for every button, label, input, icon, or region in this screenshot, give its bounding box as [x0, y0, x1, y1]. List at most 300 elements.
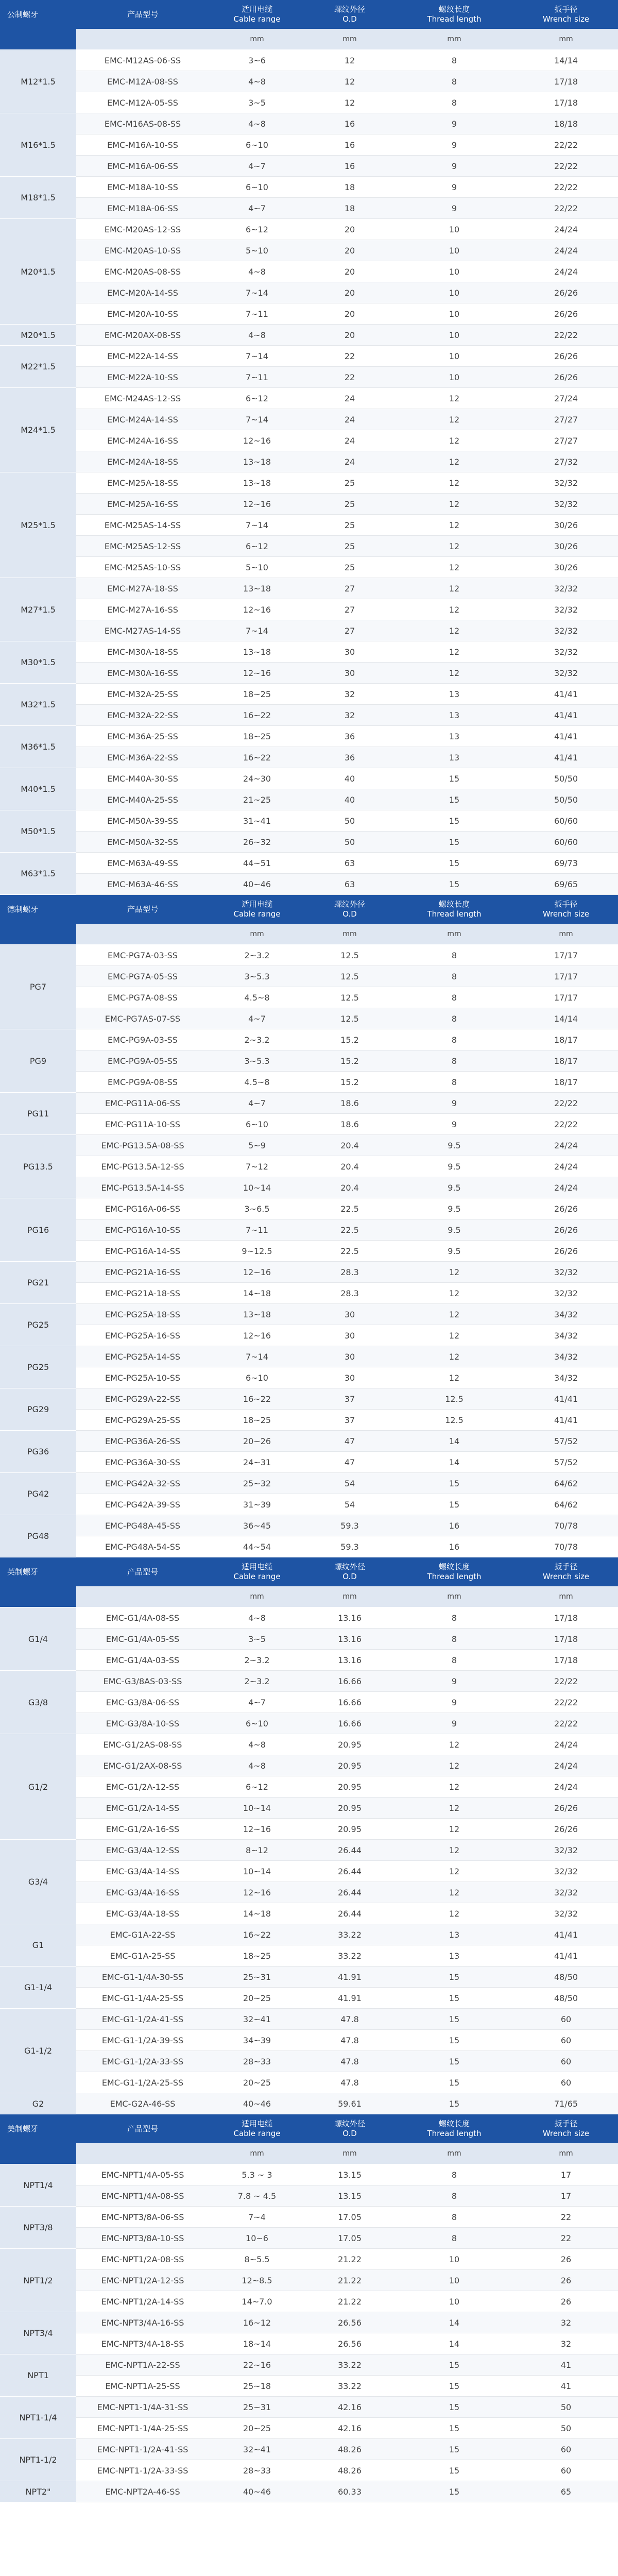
thread-spec-label: NPT1-1/4	[0, 2397, 76, 2439]
cable-range-cell: 6~10	[209, 1713, 305, 1734]
table-row	[0, 346, 618, 367]
thread-spec-label: M20*1.5	[0, 325, 76, 346]
thread-length-cell: 13	[394, 1945, 514, 1967]
wrench-size-cell: 26/26	[514, 303, 618, 325]
wrench-size-cell: 17	[514, 2185, 618, 2207]
wrench-size-cell: 32/32	[514, 663, 618, 684]
table-row	[0, 1219, 618, 1241]
unit-label: mm	[514, 924, 618, 945]
model-cell: EMC-NPT1/2A-08-SS	[76, 2249, 209, 2270]
cable-range-cell: 6~12	[209, 1776, 305, 1798]
thread-spec-label: PG13.5	[0, 1135, 76, 1198]
cable-range-cell: 3~6	[209, 50, 305, 71]
thread-length-cell: 12.5	[394, 1388, 514, 1410]
outer-diameter-cell: 28.3	[305, 1262, 394, 1283]
model-cell: EMC-M30A-18-SS	[76, 641, 209, 663]
table-row	[0, 1515, 618, 1536]
outer-diameter-cell: 47.8	[305, 2009, 394, 2030]
outer-diameter-cell: 63	[305, 874, 394, 895]
spec-table	[0, 2114, 618, 2502]
model-cell: EMC-NPT1/4A-08-SS	[76, 2185, 209, 2207]
model-cell: EMC-G3/8AS-03-SS	[76, 1671, 209, 1692]
thread-length-cell: 12	[394, 536, 514, 557]
model-cell: EMC-M36A-22-SS	[76, 747, 209, 768]
wrench-size-cell: 26	[514, 2249, 618, 2270]
wrench-size-cell: 41/41	[514, 705, 618, 726]
wrench-size-cell: 30/26	[514, 536, 618, 557]
cable-range-cell: 4~7	[209, 156, 305, 177]
thread-spec-label: PG7	[0, 945, 76, 1029]
model-cell: EMC-G1/2AS-08-SS	[76, 1734, 209, 1755]
thread-length-cell: 13	[394, 1924, 514, 1945]
wrench-size-cell: 24/24	[514, 1734, 618, 1755]
model-cell: EMC-M24A-18-SS	[76, 451, 209, 472]
header-wrench-size	[514, 0, 618, 29]
wrench-size-cell: 32/32	[514, 1283, 618, 1304]
thread-length-cell: 12	[394, 578, 514, 599]
thread-length-cell: 9.5	[394, 1156, 514, 1177]
wrench-size-cell: 17/18	[514, 1607, 618, 1629]
header-wrench-size-cn: 扳手径	[554, 5, 578, 14]
wrench-size-cell: 24/24	[514, 1776, 618, 1798]
thread-spec-label: PG9	[0, 1029, 76, 1093]
table-row	[0, 832, 618, 853]
thread-spec-label: M32*1.5	[0, 684, 76, 726]
thread-length-cell: 15	[394, 2354, 514, 2376]
cable-range-cell: 7~11	[209, 1219, 305, 1241]
cable-range-cell: 6~10	[209, 1114, 305, 1135]
cable-range-cell: 13~18	[209, 641, 305, 663]
table-row	[0, 1967, 618, 1988]
model-cell: EMC-M25A-18-SS	[76, 472, 209, 494]
table-row	[0, 2312, 618, 2333]
table-row	[0, 874, 618, 895]
thread-length-cell: 8	[394, 1050, 514, 1072]
table-row	[0, 1776, 618, 1798]
model-cell: EMC-M27A-18-SS	[76, 578, 209, 599]
thread-length-cell: 14	[394, 2312, 514, 2333]
model-cell: EMC-NPT1/4A-05-SS	[76, 2164, 209, 2185]
cable-range-cell: 12~16	[209, 494, 305, 515]
outer-diameter-cell: 16	[305, 113, 394, 134]
wrench-size-cell: 26/26	[514, 1241, 618, 1262]
outer-diameter-cell: 24	[305, 409, 394, 430]
outer-diameter-cell: 20.95	[305, 1734, 394, 1755]
table-row	[0, 2207, 618, 2228]
thread-spec-label: M24*1.5	[0, 388, 76, 472]
table-row	[0, 2354, 618, 2376]
table-row	[0, 2439, 618, 2460]
model-cell: EMC-G1A-22-SS	[76, 1924, 209, 1945]
thread-length-cell: 8	[394, 945, 514, 966]
thread-length-cell: 12	[394, 599, 514, 620]
thread-spec-label: M12*1.5	[0, 50, 76, 113]
header-wrench-size-en: Wrench size	[542, 14, 590, 24]
outer-diameter-cell: 27	[305, 578, 394, 599]
thread-length-cell: 15	[394, 2030, 514, 2051]
wrench-size-cell: 24/24	[514, 1135, 618, 1156]
outer-diameter-cell: 20.95	[305, 1819, 394, 1840]
thread-spec-label: G1-1/4	[0, 1967, 76, 2009]
cable-range-cell: 4.5~8	[209, 987, 305, 1008]
wrench-size-cell: 17	[514, 2164, 618, 2185]
table-row	[0, 2009, 618, 2030]
thread-length-cell: 15	[394, 832, 514, 853]
unit-label: mm	[209, 29, 305, 50]
model-cell: EMC-PG13.5A-08-SS	[76, 1135, 209, 1156]
table-row	[0, 2030, 618, 2051]
wrench-size-cell: 41/41	[514, 1410, 618, 1431]
outer-diameter-cell: 36	[305, 747, 394, 768]
wrench-size-cell: 22	[514, 2207, 618, 2228]
wrench-size-cell: 22	[514, 2228, 618, 2249]
cable-range-cell: 14~7.0	[209, 2291, 305, 2312]
cable-range-cell: 12~16	[209, 1882, 305, 1903]
thread-length-cell: 9	[394, 113, 514, 134]
wrench-size-cell: 22/22	[514, 134, 618, 156]
model-cell: EMC-M30A-16-SS	[76, 663, 209, 684]
model-cell: EMC-PG7A-05-SS	[76, 966, 209, 987]
table-row	[0, 177, 618, 198]
thread-length-cell: 14	[394, 1431, 514, 1452]
outer-diameter-cell: 12.5	[305, 945, 394, 966]
thread-length-cell: 12	[394, 1798, 514, 1819]
cable-range-cell: 25~18	[209, 2376, 305, 2397]
thread-length-cell: 15	[394, 2072, 514, 2093]
cable-range-cell: 7~14	[209, 620, 305, 641]
thread-spec-label: NPT3/4	[0, 2312, 76, 2354]
outer-diameter-cell: 47.8	[305, 2030, 394, 2051]
table-row	[0, 1692, 618, 1713]
model-cell: EMC-NPT1/2A-14-SS	[76, 2291, 209, 2312]
thread-spec-label: NPT2"	[0, 2481, 76, 2502]
wrench-size-cell: 32/32	[514, 641, 618, 663]
wrench-size-cell: 30/26	[514, 557, 618, 578]
wrench-size-cell: 32/32	[514, 1840, 618, 1861]
wrench-size-cell: 41/41	[514, 684, 618, 705]
outer-diameter-cell: 59.3	[305, 1515, 394, 1536]
thread-spec-label: NPT1/4	[0, 2164, 76, 2207]
model-cell: EMC-NPT2A-46-SS	[76, 2481, 209, 2502]
cable-range-cell: 7~4	[209, 2207, 305, 2228]
model-cell: EMC-M24A-16-SS	[76, 430, 209, 451]
wrench-size-cell: 26	[514, 2291, 618, 2312]
table-row	[0, 430, 618, 451]
model-cell: EMC-M16A-06-SS	[76, 156, 209, 177]
header-outer-diameter	[305, 2114, 394, 2143]
cable-range-cell: 13~18	[209, 1304, 305, 1325]
cable-range-cell: 4~7	[209, 198, 305, 219]
outer-diameter-cell: 20.95	[305, 1755, 394, 1776]
wrench-size-cell: 24/24	[514, 1177, 618, 1198]
table-row	[0, 1135, 618, 1156]
table-row	[0, 945, 618, 966]
outer-diameter-cell: 20.4	[305, 1135, 394, 1156]
cable-range-cell: 26~32	[209, 832, 305, 853]
wrench-size-cell: 22/22	[514, 198, 618, 219]
thread-length-cell: 9	[394, 134, 514, 156]
thread-spec-label: M50*1.5	[0, 810, 76, 853]
model-cell: EMC-M24A-14-SS	[76, 409, 209, 430]
wrench-size-cell: 24/24	[514, 261, 618, 282]
cable-range-cell: 6~12	[209, 219, 305, 240]
model-cell: EMC-M18A-06-SS	[76, 198, 209, 219]
outer-diameter-cell: 18	[305, 177, 394, 198]
thread-length-cell: 12	[394, 1262, 514, 1283]
outer-diameter-cell: 22	[305, 367, 394, 388]
cable-range-cell: 25~31	[209, 1967, 305, 1988]
thread-length-cell: 13	[394, 684, 514, 705]
header-cable-range-en: Cable range	[233, 1572, 281, 1581]
thread-spec-label: M40*1.5	[0, 768, 76, 810]
wrench-size-cell: 22/22	[514, 156, 618, 177]
thread-length-cell: 9.5	[394, 1135, 514, 1156]
table-row	[0, 1283, 618, 1304]
thread-length-cell: 15	[394, 768, 514, 789]
model-cell: EMC-G3/4A-16-SS	[76, 1882, 209, 1903]
cable-range-cell: 5.3 ~ 3	[209, 2164, 305, 2185]
model-cell: EMC-G3/4A-18-SS	[76, 1903, 209, 1924]
model-cell: EMC-NPT3/4A-16-SS	[76, 2312, 209, 2333]
cable-range-cell: 16~22	[209, 1924, 305, 1945]
cable-range-cell: 44~51	[209, 853, 305, 874]
thread-length-cell: 10	[394, 325, 514, 346]
table-row	[0, 1346, 618, 1367]
thread-spec-label: M30*1.5	[0, 641, 76, 684]
thread-spec-label: PG21	[0, 1262, 76, 1304]
table-row	[0, 325, 618, 346]
outer-diameter-cell: 47.8	[305, 2051, 394, 2072]
header-outer-diameter	[305, 1557, 394, 1586]
model-cell: EMC-M25AS-12-SS	[76, 536, 209, 557]
unit-label: mm	[514, 1586, 618, 1607]
cable-range-cell: 7~11	[209, 367, 305, 388]
model-cell: EMC-G1-1/2A-39-SS	[76, 2030, 209, 2051]
thread-length-cell: 9.5	[394, 1219, 514, 1241]
header-wrench-size	[514, 2114, 618, 2143]
wrench-size-cell: 26/26	[514, 282, 618, 303]
cable-range-cell: 16~22	[209, 747, 305, 768]
header-thread-length-en: Thread length	[427, 2129, 482, 2138]
wrench-size-cell: 30/26	[514, 515, 618, 536]
cable-range-cell: 10~14	[209, 1861, 305, 1882]
table-row	[0, 1629, 618, 1650]
outer-diameter-cell: 12	[305, 71, 394, 92]
outer-diameter-cell: 33.22	[305, 2354, 394, 2376]
wrench-size-cell: 32/32	[514, 578, 618, 599]
cable-range-cell: 20~25	[209, 2418, 305, 2439]
table-row	[0, 472, 618, 494]
header-outer-diameter	[305, 895, 394, 924]
wrench-size-cell: 22/22	[514, 325, 618, 346]
model-cell: EMC-M32A-25-SS	[76, 684, 209, 705]
cable-range-cell: 2~3.2	[209, 945, 305, 966]
wrench-size-cell: 69/73	[514, 853, 618, 874]
outer-diameter-cell: 30	[305, 641, 394, 663]
table-row	[0, 134, 618, 156]
table-row	[0, 2051, 618, 2072]
header-thread-length-cn: 螺纹长度	[438, 2119, 470, 2128]
header-model: 产品型号	[76, 895, 209, 924]
cable-range-cell: 24~30	[209, 768, 305, 789]
thread-length-cell: 12	[394, 1903, 514, 1924]
table-row	[0, 451, 618, 472]
model-cell: EMC-NPT1A-22-SS	[76, 2354, 209, 2376]
cable-range-cell: 8~12	[209, 1840, 305, 1861]
outer-diameter-cell: 28.3	[305, 1283, 394, 1304]
cable-range-cell: 6~10	[209, 177, 305, 198]
wrench-size-cell: 27/27	[514, 409, 618, 430]
outer-diameter-cell: 63	[305, 853, 394, 874]
thread-length-cell: 8	[394, 1072, 514, 1093]
outer-diameter-cell: 13.15	[305, 2185, 394, 2207]
thread-length-cell: 12	[394, 1346, 514, 1367]
model-cell: EMC-M25AS-14-SS	[76, 515, 209, 536]
cable-range-cell: 7~14	[209, 409, 305, 430]
outer-diameter-cell: 25	[305, 494, 394, 515]
cable-range-cell: 13~18	[209, 578, 305, 599]
table-row	[0, 1819, 618, 1840]
thread-length-cell: 14	[394, 2333, 514, 2354]
cable-range-cell: 16~22	[209, 705, 305, 726]
thread-length-cell: 10	[394, 2270, 514, 2291]
table-row	[0, 1536, 618, 1557]
thread-length-cell: 9.5	[394, 1241, 514, 1262]
wrench-size-cell: 41	[514, 2376, 618, 2397]
wrench-size-cell: 60	[514, 2439, 618, 2460]
cable-range-cell: 7~14	[209, 1346, 305, 1367]
wrench-size-cell: 41/41	[514, 1924, 618, 1945]
table-row	[0, 2185, 618, 2207]
wrench-size-cell: 48/50	[514, 1988, 618, 2009]
outer-diameter-cell: 47	[305, 1452, 394, 1473]
outer-diameter-cell: 18.6	[305, 1093, 394, 1114]
thread-length-cell: 12	[394, 1882, 514, 1903]
thread-length-cell: 12	[394, 1819, 514, 1840]
header-thread-length-cn: 螺纹长度	[438, 900, 470, 909]
outer-diameter-cell: 26.44	[305, 1840, 394, 1861]
wrench-size-cell: 60	[514, 2072, 618, 2093]
model-cell: EMC-PG7A-08-SS	[76, 987, 209, 1008]
model-cell: EMC-PG9A-08-SS	[76, 1072, 209, 1093]
thread-length-cell: 14	[394, 1452, 514, 1473]
header-cable-range	[209, 2114, 305, 2143]
outer-diameter-cell: 13.16	[305, 1607, 394, 1629]
unit-label: mm	[514, 29, 618, 50]
outer-diameter-cell: 30	[305, 1346, 394, 1367]
outer-diameter-cell: 25	[305, 557, 394, 578]
table-row	[0, 2249, 618, 2270]
wrench-size-cell: 50	[514, 2397, 618, 2418]
outer-diameter-cell: 50	[305, 810, 394, 832]
header-wrench-size	[514, 1557, 618, 1586]
outer-diameter-cell: 12.5	[305, 987, 394, 1008]
table-row	[0, 156, 618, 177]
table-row	[0, 515, 618, 536]
table-row	[0, 1388, 618, 1410]
cable-range-cell: 22~16	[209, 2354, 305, 2376]
header-cable-range-en: Cable range	[233, 2129, 281, 2138]
outer-diameter-cell: 40	[305, 768, 394, 789]
wrench-size-cell: 18/17	[514, 1072, 618, 1093]
table-row	[0, 2270, 618, 2291]
model-cell: EMC-M18A-10-SS	[76, 177, 209, 198]
header-wrench-size-cn: 扳手径	[554, 2119, 578, 2128]
wrench-size-cell: 26/26	[514, 367, 618, 388]
table-row	[0, 367, 618, 388]
wrench-size-cell: 22/22	[514, 177, 618, 198]
model-cell: EMC-M22A-10-SS	[76, 367, 209, 388]
outer-diameter-cell: 22.5	[305, 1219, 394, 1241]
header-outer-diameter-en: O.D	[342, 2129, 357, 2138]
model-cell: EMC-M50A-32-SS	[76, 832, 209, 853]
wrench-size-cell: 50/50	[514, 768, 618, 789]
header-cable-range-en: Cable range	[233, 909, 281, 919]
cable-range-cell: 16~12	[209, 2312, 305, 2333]
table-row	[0, 1473, 618, 1494]
outer-diameter-cell: 22.5	[305, 1198, 394, 1219]
outer-diameter-cell: 47	[305, 1431, 394, 1452]
cable-range-cell: 12~16	[209, 599, 305, 620]
table-row	[0, 1093, 618, 1114]
outer-diameter-cell: 60.33	[305, 2481, 394, 2502]
thread-spec-label: G1/2	[0, 1734, 76, 1840]
unit-label: mm	[394, 2143, 514, 2164]
wrench-size-cell: 26/26	[514, 1798, 618, 1819]
table-row	[0, 1410, 618, 1431]
thread-length-cell: 15	[394, 2481, 514, 2502]
table-row	[0, 1431, 618, 1452]
model-cell: EMC-PG48A-54-SS	[76, 1536, 209, 1557]
header-wrench-size-cn: 扳手径	[554, 900, 578, 909]
thread-length-cell: 8	[394, 50, 514, 71]
thread-length-cell: 8	[394, 1029, 514, 1050]
thread-length-cell: 8	[394, 71, 514, 92]
model-cell: EMC-PG25A-10-SS	[76, 1367, 209, 1388]
outer-diameter-cell: 20	[305, 325, 394, 346]
thread-length-cell: 9.5	[394, 1177, 514, 1198]
header-outer-diameter	[305, 0, 394, 29]
unit-label: mm	[394, 29, 514, 50]
outer-diameter-cell: 15.2	[305, 1050, 394, 1072]
outer-diameter-cell: 21.22	[305, 2291, 394, 2312]
thread-length-cell: 12	[394, 388, 514, 409]
cable-range-cell: 12~16	[209, 663, 305, 684]
header-wrench-size-en: Wrench size	[542, 2129, 590, 2138]
model-cell: EMC-G1/2A-14-SS	[76, 1798, 209, 1819]
thread-length-cell: 9	[394, 1692, 514, 1713]
wrench-size-cell: 18/17	[514, 1050, 618, 1072]
outer-diameter-cell: 13.16	[305, 1650, 394, 1671]
thread-length-cell: 15	[394, 853, 514, 874]
header-cable-range	[209, 0, 305, 29]
thread-length-cell: 12	[394, 472, 514, 494]
wrench-size-cell: 14/14	[514, 1008, 618, 1029]
thread-length-cell: 10	[394, 219, 514, 240]
wrench-size-cell: 18/17	[514, 1029, 618, 1050]
table-row	[0, 2481, 618, 2502]
thread-length-cell: 12	[394, 557, 514, 578]
cable-range-cell: 7~14	[209, 515, 305, 536]
model-cell: EMC-PG11A-06-SS	[76, 1093, 209, 1114]
thread-spec-label: M25*1.5	[0, 472, 76, 578]
cable-range-cell: 24~31	[209, 1452, 305, 1473]
table-row	[0, 388, 618, 409]
table-row	[0, 1494, 618, 1515]
table-row	[0, 113, 618, 134]
wrench-size-cell: 60	[514, 2009, 618, 2030]
wrench-size-cell: 18/18	[514, 113, 618, 134]
